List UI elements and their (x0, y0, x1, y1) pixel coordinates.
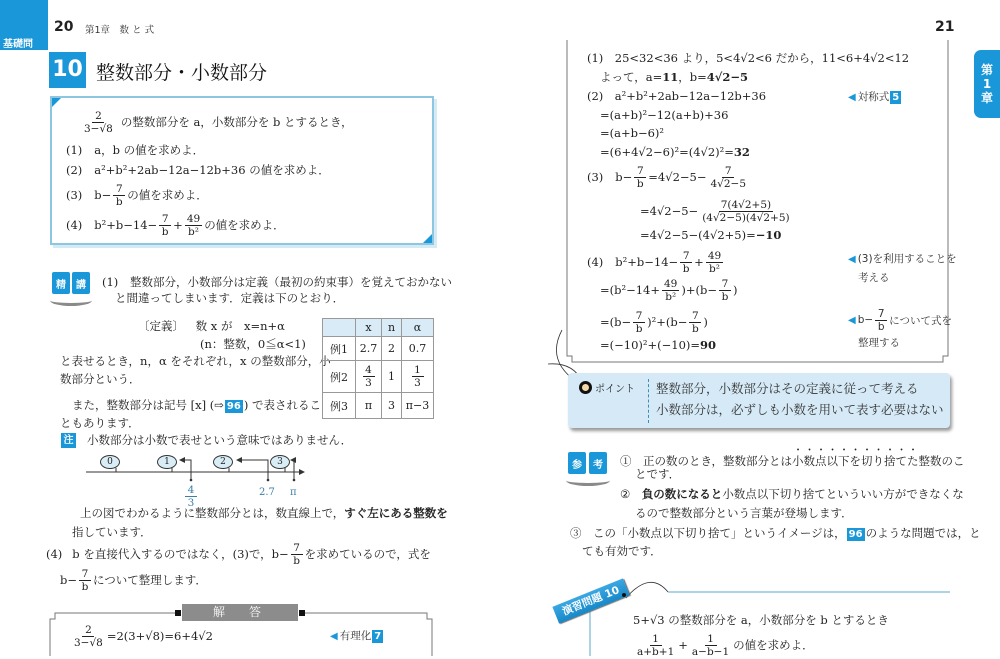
triangle-left-icon: ◀ (848, 314, 856, 326)
problem-question-4: (4) b²+b−14− $\frac{7}{b}$ + $\frac{49}{\text{b²}}$ の値を求めよ． (66, 212, 285, 238)
exercise-line-2: $\frac{1}{a+b+1}$ + $\frac{1}{a-b-1}$ の値を求めよ． (637, 632, 814, 658)
answer-hint: ◀ 有理化 7 (330, 630, 382, 642)
seiko-item-4: (4) b を直接代入するのではなく，(3)で，b− $\frac{7}{b}$ を求めているので，式を (46, 541, 431, 567)
page-number: 21 (935, 19, 955, 35)
reference-badge[interactable]: 5 (892, 92, 900, 103)
table-row: 例2 $\frac{4}{3}$ 1 $\frac{1}{3}$ (323, 361, 434, 393)
answer-hint: 整理する (858, 337, 900, 349)
fraction: $\frac{2}{3-√8}$ (84, 109, 113, 135)
fraction: $\frac{7}{b}$ (113, 183, 125, 208)
fraction: $\frac{7}{b}$ (79, 568, 91, 593)
fraction: $\frac{49}{\text{b²}}$ (664, 277, 678, 303)
answer-line: =(b− $\frac{7}{b}$ )²+(b− $\frac{7}{b}$ ) (600, 309, 708, 335)
fraction: $\frac{7}{b}$ (634, 165, 646, 190)
point-line-1: 整数部分，小数部分はその定義に従って考える (656, 381, 919, 396)
integer-bubble-2: 2 (213, 455, 233, 469)
sanko-item-2-line2: るので整数部分という言葉が登場します． (635, 506, 853, 520)
integer-bubble-0: 0 (100, 455, 120, 469)
point-label-2-7: 2.7 (259, 487, 275, 498)
definition-line: (n：整数，0≦α<1) (200, 337, 306, 351)
triangle-left-icon: ◀ (848, 254, 856, 265)
answer-header: 解 答 (182, 604, 298, 621)
answer-line: $\frac{2}{3-√8}$ =2(3+√8)=6+4√2 (74, 623, 213, 649)
triangle-left-icon: ◀ (330, 631, 338, 642)
note-text: 小数部分は小数で表せという意味ではありません． (87, 433, 353, 447)
answer-line: =(a+b−6)² (600, 126, 665, 140)
answer-line: (3) b− $\frac{7}{b}$ =4√2−5− $\frac{7}{4√2-5}$ (587, 164, 747, 190)
problem-question-3: (3) b− $\frac{7}{b}$ の値を求めよ． (66, 182, 208, 208)
answer-line: =4√2−5− $\frac{7(4√2+5)}{(4√2-5)(4√2+5)}$ (640, 198, 790, 224)
sanko-item-1-line2: とです． (635, 467, 681, 481)
fraction: $\frac{7}{4√2-5}$ (710, 164, 747, 190)
point-icon (579, 381, 592, 394)
fraction: $\frac{1}{3}$ (412, 364, 424, 389)
fraction: $\frac{2}{3-√8}$ (74, 623, 103, 649)
exercise-tag: 演習問題 10 (552, 578, 629, 623)
fraction: $\frac{4}{3}$ (363, 364, 375, 389)
answer-hint: ◀ 対称式 5 (848, 91, 900, 103)
fraction: $\frac{7}{b}$ (633, 310, 645, 335)
chapter-tab[interactable]: 第 1 章 (974, 50, 1000, 118)
problem-question-1: (1) a，b の値を求めよ． (66, 143, 205, 157)
answer-line: よって，a=11，b=4√2−5 (600, 70, 748, 84)
fraction: $\frac{1}{a-b-1}$ (691, 632, 730, 658)
sanko-item-3: ③ この「小数点以下切り捨て」というイメージは， 96 のような問題では，と (570, 526, 981, 540)
explanation-line: 上の図でわかるように整数部分とは，数直線上で，すぐ左にある整数を (80, 506, 448, 520)
point-label-4-3: $\frac{4}{3}$ (185, 484, 197, 509)
point-line-2: 小数部分は，必ずしも小数を用いて表す必要はない (656, 402, 944, 417)
chapter-header: 第1章 数 と 式 (85, 25, 155, 36)
seiko-book-icon: 精 講 (50, 270, 92, 306)
answer-line: (1) 25<32<36 より，5<4√2<6 だから，11<6+4√2<12 (587, 51, 910, 65)
answer-hint: 考える (858, 272, 890, 284)
definition-line: 数部分という． (60, 372, 141, 386)
fraction: $\frac{7}{b}$ (291, 542, 303, 567)
notation-line: また，整数部分は記号 [x] (⇨ 96 ) で表されるこ (72, 398, 321, 412)
point-box (568, 373, 950, 428)
sanko-item-3-line2: ても有効です． (582, 544, 662, 558)
fraction: $\frac{49}{\text{b²}}$ (186, 212, 201, 238)
table-header-row: x n α (323, 319, 434, 337)
triangle-left-icon: ◀ (848, 92, 856, 103)
explanation-line: 指しています． (72, 525, 152, 539)
reference-badge[interactable]: 96 (226, 401, 241, 412)
sanko-item-1: ① 正の数のとき，整数部分とは小数点以下を切り捨てた整数のこ (620, 454, 965, 468)
notation-line: ともあります． (60, 416, 140, 430)
fraction: $\frac{7}{b}$ (159, 213, 171, 238)
seiko-item-4-line2: b− $\frac{7}{b}$ について整理します． (60, 567, 207, 593)
answer-line: (2) a²+b²+2ab−12a−12b+36 (587, 89, 767, 103)
fraction: $\frac{7}{b}$ (719, 278, 731, 303)
answer-line: =(b²−14+ $\frac{49}{\text{b²}}$ )+(b− $\frac{7}{b}$ ) (600, 277, 738, 303)
note-badge: 注 (61, 433, 76, 448)
section-tab-label: 基礎問 (3, 39, 33, 50)
problem-number: 10 (52, 57, 83, 82)
answer-hint: ◀ b− $\frac{7}{b}$ について式を (848, 307, 952, 333)
sanko-item-2: ② 負の数になると小数点以下切り捨てといういい方ができなくな (620, 487, 964, 501)
point-label: ポイント (595, 384, 635, 395)
integer-bubble-1: 1 (157, 455, 177, 469)
reference-badge[interactable]: 7 (374, 631, 382, 642)
table-row: 例3 π 3 π−3 (323, 393, 434, 419)
seiko-text: (1) 整数部分，小数部分は定義（最初の約束事）を覚えておかない (102, 275, 452, 289)
point-divider (648, 379, 649, 423)
sanko-book-icon: 参 考 (566, 450, 610, 486)
page-number: 20 (54, 19, 74, 35)
answer-line: =4√2−5−(4√2+5)=−10 (640, 228, 782, 242)
definition-line: 〔定義〕 数 x が x=n+α (138, 319, 285, 333)
fraction: $\frac{1}{a+b+1}$ (637, 632, 675, 658)
tag-hole-icon (622, 593, 626, 597)
answer-line: (4) b²+b−14− $\frac{7}{b}$ + $\frac{49}{\text{b²}}$ (587, 249, 722, 275)
reference-badge[interactable]: 96 (848, 529, 863, 540)
fraction: $\frac{7}{b}$ (680, 250, 692, 275)
answer-hint: ◀ (3)を利用することを (848, 253, 957, 265)
table-row: 例1 2.7 2 0.7 (323, 337, 434, 361)
problem-intro: $\frac{2}{3-√8}$ の整数部分を a，小数部分を b とするとき， (84, 109, 353, 135)
point-label-pi: π (290, 487, 297, 498)
seiko-text: と間違ってしまいます．定義は下のとおり． (115, 291, 345, 305)
fraction: $\frac{49}{\text{b²}}$ (707, 249, 722, 275)
answer-line: =(6+4√2−6)²=(4√2)²=32 (600, 145, 750, 159)
fraction: $\frac{7}{b}$ (875, 308, 887, 333)
definition-line: と表せるとき，n，α をそれぞれ，x の整数部分，小 (60, 354, 331, 368)
page-title: 整数部分・小数部分 (96, 62, 268, 84)
fraction: $\frac{7}{b}$ (689, 310, 701, 335)
exercise-line-1: 5+√3 の整数部分を a，小数部分を b とするとき (633, 613, 889, 627)
problem-question-2: (2) a²+b²+2ab−12a−12b+36 の値を求めよ． (66, 163, 330, 177)
answer-line: =(a+b)²−12(a+b)+36 (600, 108, 729, 122)
integer-bubble-3: 3 (270, 455, 290, 469)
fraction: $\frac{7(4√2+5)}{(4√2-5)(4√2+5)}$ (702, 198, 790, 224)
answer-line: =(−10)²+(−10)=90 (600, 338, 717, 352)
